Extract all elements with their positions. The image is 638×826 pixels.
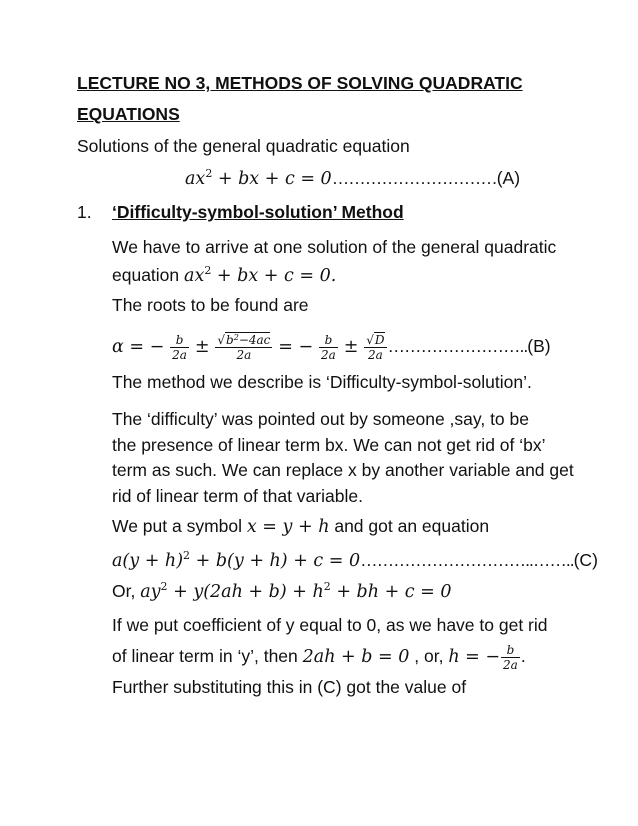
equation-b-plus-minus-2: ± bbox=[343, 337, 359, 357]
linear-line-mid: , or, bbox=[409, 646, 449, 666]
sqrt-icon: √ bbox=[217, 333, 226, 348]
paragraph-2-line-2: the presence of linear term bx. We can not get rid of ‘bx’ bbox=[112, 435, 546, 455]
equation-b bbox=[112, 331, 551, 361]
fraction-2-radicand-rest: −4ac bbox=[238, 333, 271, 348]
paragraph-1-line-2 bbox=[112, 264, 336, 287]
paragraph-2-line-3: term as such. We can replace x by another variable and get bbox=[112, 460, 574, 480]
paragraph-1-eq-exponent: 2 bbox=[204, 264, 212, 277]
fraction-3-denominator: 2a bbox=[321, 347, 336, 362]
symbol-line-pre: We put a symbol bbox=[112, 516, 247, 536]
fraction-2-denominator: 2a bbox=[236, 348, 252, 363]
linear-line-eq-2: h = − bbox=[448, 647, 501, 667]
equation-b-label: (B) bbox=[527, 336, 551, 356]
fraction-4-denominator: 2a bbox=[367, 348, 383, 363]
fraction-2-radicand-exponent: 2 bbox=[233, 333, 239, 343]
fraction-2-numerator bbox=[215, 332, 272, 348]
equation-b-fraction-4 bbox=[364, 332, 386, 362]
or-line-term-2: + y(2ah + b) + h bbox=[167, 582, 324, 602]
fraction-4-radicand: D bbox=[374, 333, 385, 348]
equation-b-fraction-1 bbox=[170, 333, 189, 362]
equation-c-lhs: a(y + h) bbox=[112, 551, 184, 571]
paragraph-1-line-1: We have to arrive at one solution of the general quadratic bbox=[112, 237, 557, 257]
lecture-title-line-2: EQUATIONS bbox=[77, 104, 180, 124]
linear-line-eq-1: 2ah + b = 0 bbox=[302, 647, 410, 667]
equation-c-exponent: 2 bbox=[183, 549, 191, 562]
equation-a bbox=[185, 167, 520, 190]
section-heading: ‘Difficulty-symbol-solution’ Method bbox=[112, 202, 404, 222]
symbol-line bbox=[112, 515, 489, 538]
paragraph-1-eq-rest: + bx + c = 0. bbox=[211, 266, 337, 286]
symbol-line-post: and got an equation bbox=[329, 516, 490, 536]
equation-a-exponent: 2 bbox=[205, 167, 213, 180]
equation-c-dots: …………………………..…….. bbox=[360, 550, 574, 570]
paragraph-2-line-1: The ‘difficulty’ was pointed out by someone ,say, to be bbox=[112, 409, 529, 429]
symbol-line-math: x = y + h bbox=[246, 517, 330, 537]
or-line-pre: Or, bbox=[112, 581, 141, 601]
fraction-1-denominator: 2a bbox=[172, 347, 187, 362]
method-line: The method we describe is ‘Difficulty-symbol-solution’. bbox=[112, 372, 532, 392]
or-line-exponent-1: 2 bbox=[160, 580, 168, 593]
linear-term-line bbox=[112, 641, 526, 671]
paragraph-1-eq-lhs: ax bbox=[184, 266, 205, 286]
equation-b-fraction-2 bbox=[215, 332, 272, 362]
paragraph-2-line-4: rid of linear term of that variable. bbox=[112, 486, 363, 506]
fraction-1-numerator: b bbox=[170, 333, 189, 348]
equation-b-equals: = − bbox=[278, 337, 314, 357]
linear-line-pre: of linear term in ‘y’, then bbox=[112, 646, 303, 666]
equation-a-lhs: ax bbox=[185, 169, 206, 189]
linear-fraction-numerator: b bbox=[501, 643, 520, 658]
or-line-term-1: ay bbox=[140, 582, 161, 602]
equation-b-fraction-3 bbox=[319, 333, 338, 362]
fraction-3-numerator: b bbox=[319, 333, 338, 348]
or-line-term-3: + bh + c = 0 bbox=[330, 582, 452, 602]
lecture-title-line-1: LECTURE NO 3, METHODS OF SOLVING QUADRATIC bbox=[77, 73, 523, 93]
fraction-2-radicand-b: b bbox=[226, 333, 234, 348]
equation-a-rest: + bx + c = 0 bbox=[212, 169, 332, 189]
fraction-4-numerator bbox=[364, 332, 386, 348]
or-line bbox=[112, 580, 452, 603]
sqrt-icon: √ bbox=[366, 333, 374, 348]
equation-a-dots: ………………………… bbox=[331, 168, 497, 188]
paragraph-1-line-2-text: equation bbox=[112, 265, 185, 285]
last-line: Further substituting this in (C) got the value of bbox=[112, 677, 467, 697]
equation-b-alpha: α = − bbox=[112, 337, 165, 357]
linear-fraction-denominator: 2a bbox=[503, 657, 518, 672]
or-line-exponent-2: 2 bbox=[323, 580, 331, 593]
equation-c-rest: + b(y + h) + c = 0 bbox=[190, 551, 361, 571]
coefficient-line: If we put coefficient of y equal to 0, as we have to get rid bbox=[112, 615, 548, 635]
linear-line-fraction bbox=[501, 643, 520, 672]
equation-b-plus-minus: ± bbox=[194, 337, 210, 357]
equation-b-dots: …………………….. bbox=[387, 336, 528, 356]
equation-a-label: (A) bbox=[496, 168, 521, 188]
linear-line-end: . bbox=[520, 646, 526, 666]
fraction-2-radicand bbox=[225, 332, 270, 347]
equation-c-label: (C) bbox=[573, 550, 598, 570]
equation-c bbox=[112, 549, 598, 572]
intro-text: Solutions of the general quadratic equation bbox=[77, 136, 410, 156]
section-number: 1. bbox=[77, 202, 92, 222]
roots-text: The roots to be found are bbox=[112, 295, 309, 315]
